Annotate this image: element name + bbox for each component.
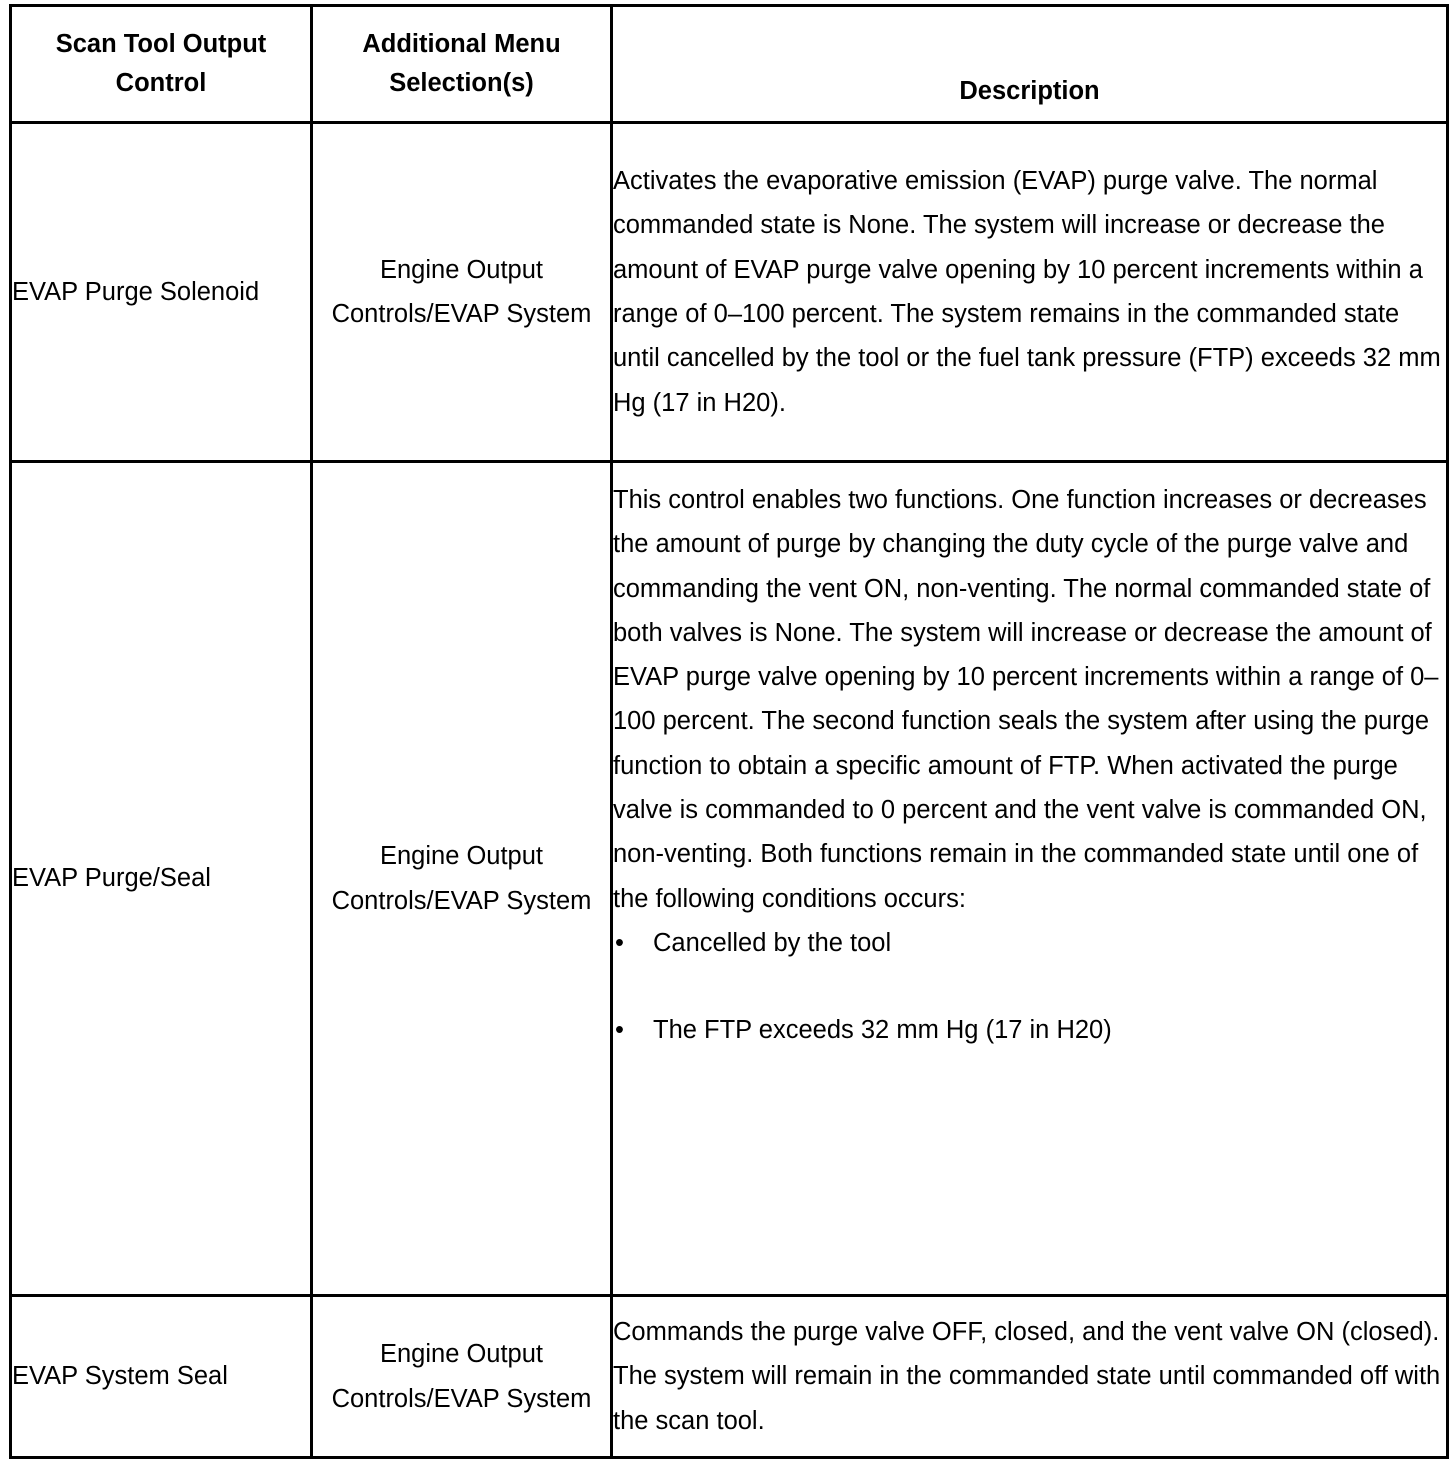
header-scan-tool-output-control: Scan Tool Output Control — [11, 6, 312, 123]
list-item — [613, 921, 1446, 965]
list-item-text: The FTP exceeds 32 mm Hg (17 in H20) — [653, 1016, 1112, 1045]
table-header-row — [11, 6, 1448, 123]
description-cell: Activates the evaporative emission (EVAP) purge valve. The normal commanded state is None. The system will increase or decrease the amount of EVAP purge valve opening by 10 percent increments within a range of 0–100 percent. The system remains in the commanded state until cancelled by the tool or the fuel tank pressure (FTP) exceeds 32 mm Hg (17 in H20). — [612, 123, 1448, 462]
table-row — [11, 1296, 1448, 1458]
table-row — [11, 462, 1448, 1296]
description-cell — [612, 462, 1448, 1296]
control-name-cell: EVAP Purge Solenoid — [11, 123, 312, 462]
menu-selection-cell: Engine Output Controls/EVAP System — [312, 123, 612, 462]
list-item-text: Cancelled by the tool — [653, 928, 892, 957]
menu-selection-cell: Engine Output Controls/EVAP System — [312, 462, 612, 1296]
output-controls-table — [9, 4, 1449, 1459]
header-additional-menu-selections: Additional Menu Selection(s) — [312, 6, 612, 123]
control-name-cell: EVAP Purge/Seal — [11, 462, 312, 1296]
table-row — [11, 123, 1448, 462]
bullet-icon: • — [615, 1016, 624, 1045]
control-name-cell: EVAP System Seal — [11, 1296, 312, 1458]
menu-selection-cell: Engine Output Controls/EVAP System — [312, 1296, 612, 1458]
description-cell: Commands the purge valve OFF, closed, and the vent valve ON (closed). The system will remain in the commanded state until commanded off with the scan tool. — [612, 1296, 1448, 1458]
description-text: This control enables two functions. One function increases or decreases the amount of purge by changing the duty cycle of the purge valve and commanding the vent ON, non-venting. The normal commanded state of both valves is None. The system will increase or decrease the amount of EVAP purge valve opening by 10 percent increments within a range of 0–100 percent. The second function seals the system after using the purge function to obtain a specific amount of FTP. When activated the purge valve is commanded to 0 percent and the vent valve is commanded ON, non-venting. Both functions remain in the commanded state until one of the following conditions occurs: — [613, 486, 1439, 913]
bullet-icon: • — [615, 928, 624, 957]
header-description: Description — [612, 6, 1448, 123]
conditions-list — [613, 921, 1446, 1053]
list-item — [613, 1008, 1446, 1052]
